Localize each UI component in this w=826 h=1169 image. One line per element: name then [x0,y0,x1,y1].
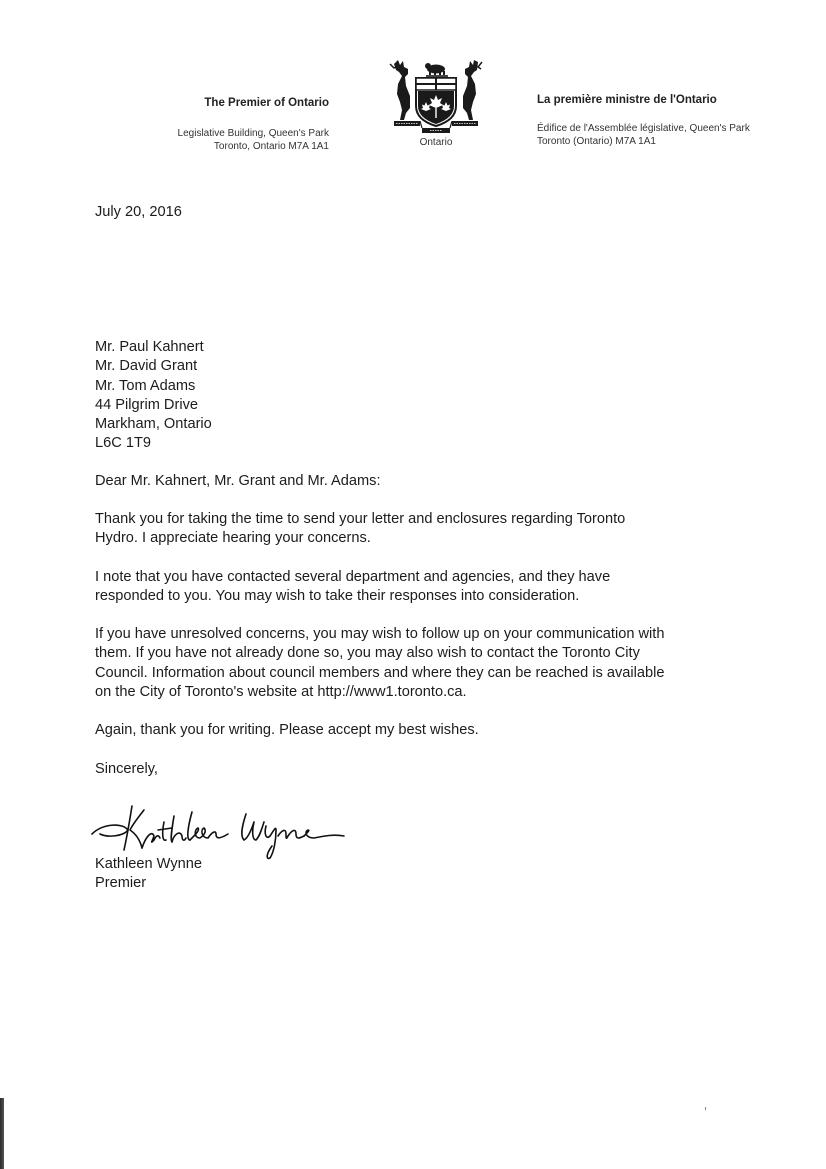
moose-icon [390,60,410,120]
signer-block [95,855,202,894]
paragraph-line: them. If you have not already done so, you may also wish to contact the Toronto City [95,645,640,662]
paragraph-line: Again, thank you for writing. Please accept my best wishes. [95,722,479,738]
signer-name: Kathleen Wynne [95,856,202,872]
closing: Sincerely, [95,761,158,777]
paragraph [95,721,755,740]
letterhead-address-fr [537,122,750,148]
letter-date: July 20, 2016 [95,204,182,220]
recipient-line: Mr. David Grant [95,358,198,375]
address-line: Toronto (Ontario) M7A 1A1 [537,136,656,147]
paragraph-line: Hydro. I appreciate hearing your concerns. [95,530,371,547]
paragraph [95,510,755,549]
crest-label: Ontario [419,137,453,148]
paragraph-line: If you have unresolved concerns, you may wish to follow up on your communication with [95,626,665,642]
paragraph-line: I note that you have contacted several department and agencies, and they have [95,569,611,585]
bear-icon [425,63,448,77]
paragraph [95,568,755,607]
letterhead-address-en [178,127,329,153]
recipient-line: Mr. Tom Adams [95,377,196,394]
address-line: Édifice de l'Assemblée législative, Queen's Park [537,123,750,134]
address-line: Toronto, Ontario M7A 1A1 [213,141,329,152]
salutation: Dear Mr. Kahnert, Mr. Grant and Mr. Adams: [95,473,381,489]
signer-title: Premier [95,875,147,892]
deer-icon [463,60,482,120]
scanner-speck [705,1107,706,1110]
paragraph-line: responded to you. You may wish to take their responses into consideration. [95,588,580,605]
paragraph-line: Thank you for taking the time to send your letter and enclosures regarding Toronto [95,511,626,527]
paragraph [95,625,755,702]
ontario-coat-of-arms-logo [388,58,484,138]
recipient-line: 44 Pilgrim Drive [95,396,198,413]
shield-icon [416,78,456,126]
address-line: Legislative Building, Queen's Park [177,128,329,139]
letterhead-title-en: The Premier of Ontario [204,97,329,109]
paragraph-line: on the City of Toronto's website at http://www1.toronto.ca. [95,683,467,700]
recipient-line: Markham, Ontario [95,416,212,433]
letterhead-title-fr: La première ministre de l'Ontario [537,94,717,106]
scanner-edge [0,1098,4,1169]
handwritten-signature [88,800,353,862]
recipient-line: Mr. Paul Kahnert [95,339,204,355]
recipient-address [95,338,212,454]
paragraph-line: Council. Information about council members and where they can be reached is available [95,664,665,681]
recipient-line: L6C 1T9 [95,435,151,452]
